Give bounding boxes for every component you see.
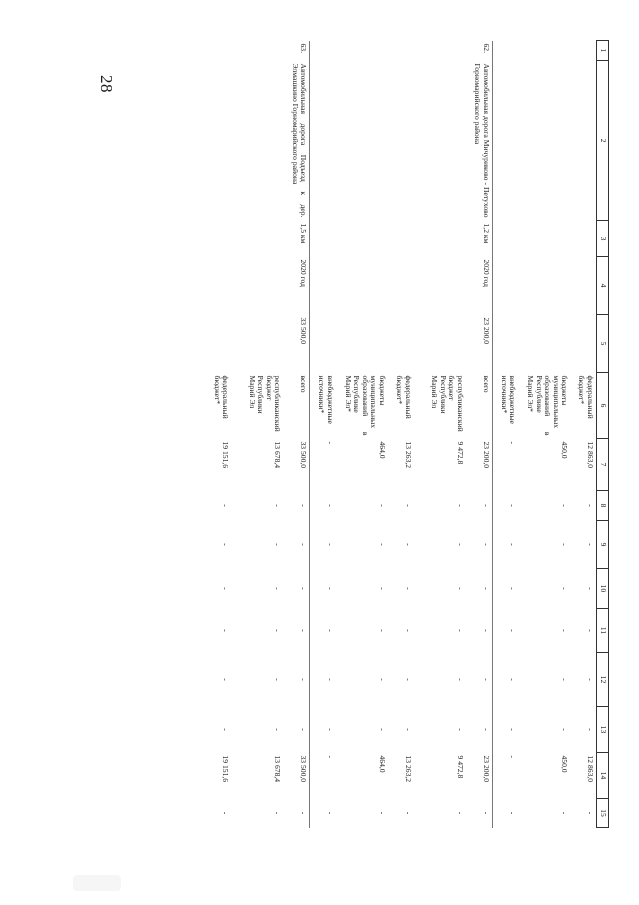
cell-col-8: - [378,504,387,507]
cell-col-2 [571,61,597,221]
cell-col-8: - [508,504,518,507]
cell-col-4 [388,257,414,315]
cell-col-8: - [560,504,570,507]
cell-col-15: - [273,811,283,815]
column-header: 6 [597,373,609,439]
row-separator [492,41,493,828]
cell-col-4: 2020 год [299,259,309,287]
cell-col-10: - [560,587,570,590]
cell-col-4 [414,257,466,315]
cell-col-6: внебюджетные источники* [500,375,518,424]
column-header: 15 [597,799,609,828]
table-row [466,41,492,828]
cell-col-3 [232,221,284,257]
cell-col-6: республиканский бюджет Республики Марий Эл [248,375,283,432]
cell-col-11: - [560,629,570,632]
cell-col-9: - [404,543,413,546]
cell-col-3: 1,2 км [482,223,491,244]
cell-col-12: - [586,678,595,681]
cell-col-9: - [560,543,570,546]
cell-col-11: - [299,629,309,632]
cell-col-4 [493,257,519,315]
cell-col-9: - [508,543,518,546]
cell-col-1 [571,41,597,61]
cell-col-1 [310,41,336,61]
table-row [336,41,388,828]
cell-col-3 [336,221,388,257]
cell-col-13: - [326,728,335,731]
cell-col-13: - [273,728,283,731]
cell-col-13: - [560,728,570,731]
cell-col-2 [388,61,414,221]
column-header: 7 [597,439,609,491]
cell-col-2 [206,61,232,221]
cell-col-6: бюджеты муниципальных образований в Республике Марий Эл* [526,375,570,436]
cell-col-1 [336,41,388,61]
cell-col-3 [414,221,466,257]
cell-col-15: - [221,811,231,815]
column-header: 11 [597,609,609,653]
cell-col-8: - [326,504,335,507]
cell-col-3 [571,221,597,257]
rotated-table-container [100,40,609,827]
cell-col-12: - [221,678,231,681]
cell-col-11: - [586,629,595,632]
table-row [414,41,466,828]
cell-col-3 [388,221,414,257]
cell-col-4 [571,257,597,315]
cell-col-7: 9 472,8 [456,441,465,465]
column-header: 4 [597,257,609,315]
column-header: 13 [597,707,609,753]
column-header: 2 [597,61,609,221]
cell-col-2: Автомобильная дорога Подъезд к дер. Элмашкино Горномарийского района [291,63,309,218]
cell-col-6: внебюджетные источники* [317,375,335,424]
cell-col-9: - [299,543,309,546]
cell-col-7: 23 200,0 [482,441,491,469]
cell-col-13: - [378,728,387,731]
cell-col-14: 33 500,0 [299,755,309,783]
cell-col-6: федеральный бюджет* [395,375,413,419]
cell-col-4 [232,257,284,315]
cell-col-13: - [221,728,231,731]
cell-col-12: - [560,678,570,681]
table-row [493,41,519,828]
cell-col-14: 13 678,4 [273,755,283,783]
cell-col-12: - [404,678,413,681]
cell-col-8: - [404,504,413,507]
cell-col-11: - [326,629,335,632]
cell-col-7: 19 151,6 [221,441,231,469]
cell-col-5: 33 500,0 [299,317,309,345]
cell-col-10: - [299,587,309,590]
cell-col-11: - [273,629,283,632]
cell-col-2 [519,61,571,221]
cell-col-14: 12 863,0 [586,755,595,783]
cell-col-14: 9 472,8 [456,755,465,779]
table-row [310,41,336,828]
cell-col-1: 62. [482,43,491,53]
cell-col-7: 33 500,0 [299,441,309,469]
column-header: 14 [597,753,609,799]
cell-col-2 [414,61,466,221]
cell-col-7: 450,0 [560,441,570,459]
cell-col-3 [519,221,571,257]
cell-col-8: - [482,504,491,507]
page-number: 28 [97,75,116,93]
cell-col-10: - [326,587,335,590]
column-header: 12 [597,653,609,707]
cell-col-11: - [456,629,465,632]
cell-col-6: республиканский бюджет Республики Марий Эл [430,375,465,432]
cell-col-2 [310,61,336,221]
cell-col-9: - [482,543,491,546]
cell-col-5: 23 200,0 [482,317,491,345]
cell-col-5 [310,315,336,373]
cell-col-15: - [586,811,595,815]
cell-col-6: федеральный бюджет* [213,375,231,419]
cell-col-9: - [273,543,283,546]
cell-col-14: 13 263,2 [404,755,413,783]
cell-col-7: 12 863,0 [586,441,595,469]
cell-col-9: - [378,543,387,546]
cell-col-12: - [456,678,465,681]
cell-col-2: Автомобильная дорога Мичуриково - Петухово Горномарийского района [473,63,491,218]
cell-col-12: - [273,678,283,681]
cell-col-8: - [273,504,283,507]
cell-col-4 [206,257,232,315]
column-header: 10 [597,569,609,609]
cell-col-7: - [508,441,518,445]
cell-col-12: - [326,678,335,681]
cell-col-3: 1,5 км [299,223,309,244]
cell-col-15: - [482,811,491,815]
funding-table [206,40,610,828]
cell-col-10: - [456,587,465,590]
column-header: 8 [597,491,609,521]
column-number-row [597,41,609,828]
cell-col-14: 23 200,0 [482,755,491,783]
cell-col-11: - [508,629,518,632]
cell-col-10: - [378,587,387,590]
table-row [388,41,414,828]
cell-col-7: 13 263,2 [404,441,413,469]
cell-col-13: - [404,728,413,731]
cell-col-14: 19 151,6 [221,755,231,783]
cell-col-6: бюджеты муниципальных образований в Республике Марий Эл* [344,375,387,436]
cell-col-7: - [326,441,335,445]
table-row [232,41,284,828]
cell-col-15: - [326,811,335,815]
cell-col-12: - [378,678,387,681]
cell-col-12: - [299,678,309,681]
cell-col-13: - [456,728,465,731]
cell-col-4: 2020 год [482,259,491,287]
cell-col-9: - [586,543,595,546]
cell-col-13: - [586,728,595,731]
cell-col-11: - [482,629,491,632]
cell-col-12: - [508,678,518,681]
cell-col-4 [336,257,388,315]
cell-col-11: - [404,629,413,632]
cell-col-9: - [326,543,335,546]
cell-col-3 [206,221,232,257]
cell-col-5 [232,315,284,373]
cell-col-15: - [508,811,518,815]
cell-col-5 [519,315,571,373]
column-header: 5 [597,315,609,373]
cell-col-6: всего [299,375,309,393]
table-row [284,41,310,828]
row-separator [310,41,311,828]
cell-col-6: всего [482,375,491,393]
cell-col-8: - [221,504,231,507]
column-header: 3 [597,221,609,257]
cell-col-2 [493,61,519,221]
cell-col-5 [493,315,519,373]
cell-col-15: - [456,811,465,815]
cell-col-1 [493,41,519,61]
cell-col-1 [206,41,232,61]
cell-col-7: 464,0 [378,441,387,459]
cell-col-10: - [221,587,231,590]
cell-col-5 [414,315,466,373]
cell-col-10: - [482,587,491,590]
column-header: 1 [597,41,609,61]
cell-col-14: - [326,755,335,759]
cell-col-5 [571,315,597,373]
cell-col-14: 450,0 [560,755,570,773]
cell-col-4 [519,257,571,315]
cell-col-15: - [560,811,570,815]
cell-col-14: - [508,755,518,759]
cell-col-10: - [404,587,413,590]
cell-col-5 [206,315,232,373]
cell-col-10: - [586,587,595,590]
cell-col-1: 63. [299,43,309,53]
cell-col-14: 464,0 [378,755,387,773]
faint-smudge [73,875,121,891]
cell-col-15: - [299,811,309,815]
cell-col-15: - [378,811,387,815]
cell-col-13: - [508,728,518,731]
cell-col-10: - [508,587,518,590]
cell-col-8: - [456,504,465,507]
cell-col-10: - [273,587,283,590]
cell-col-1 [519,41,571,61]
cell-col-11: - [221,629,231,632]
cell-col-6: федеральный бюджет* [577,375,595,419]
table-row [206,41,232,828]
cell-col-1 [232,41,284,61]
cell-col-15: - [404,811,413,815]
cell-col-3 [310,221,336,257]
cell-col-9: - [456,543,465,546]
cell-col-1 [388,41,414,61]
cell-col-2 [336,61,388,221]
cell-col-1 [414,41,466,61]
cell-col-13: - [482,728,491,731]
cell-col-8: - [299,504,309,507]
cell-col-12: - [482,678,491,681]
column-header: 9 [597,521,609,569]
cell-col-11: - [378,629,387,632]
cell-col-13: - [299,728,309,731]
cell-col-4 [310,257,336,315]
table-row [519,41,571,828]
cell-col-9: - [221,543,231,546]
cell-col-3 [493,221,519,257]
cell-col-5 [388,315,414,373]
cell-col-2 [232,61,284,221]
table-row [571,41,597,828]
cell-col-5 [336,315,388,373]
cell-col-8: - [586,504,595,507]
cell-col-7: 13 678,4 [273,441,283,469]
